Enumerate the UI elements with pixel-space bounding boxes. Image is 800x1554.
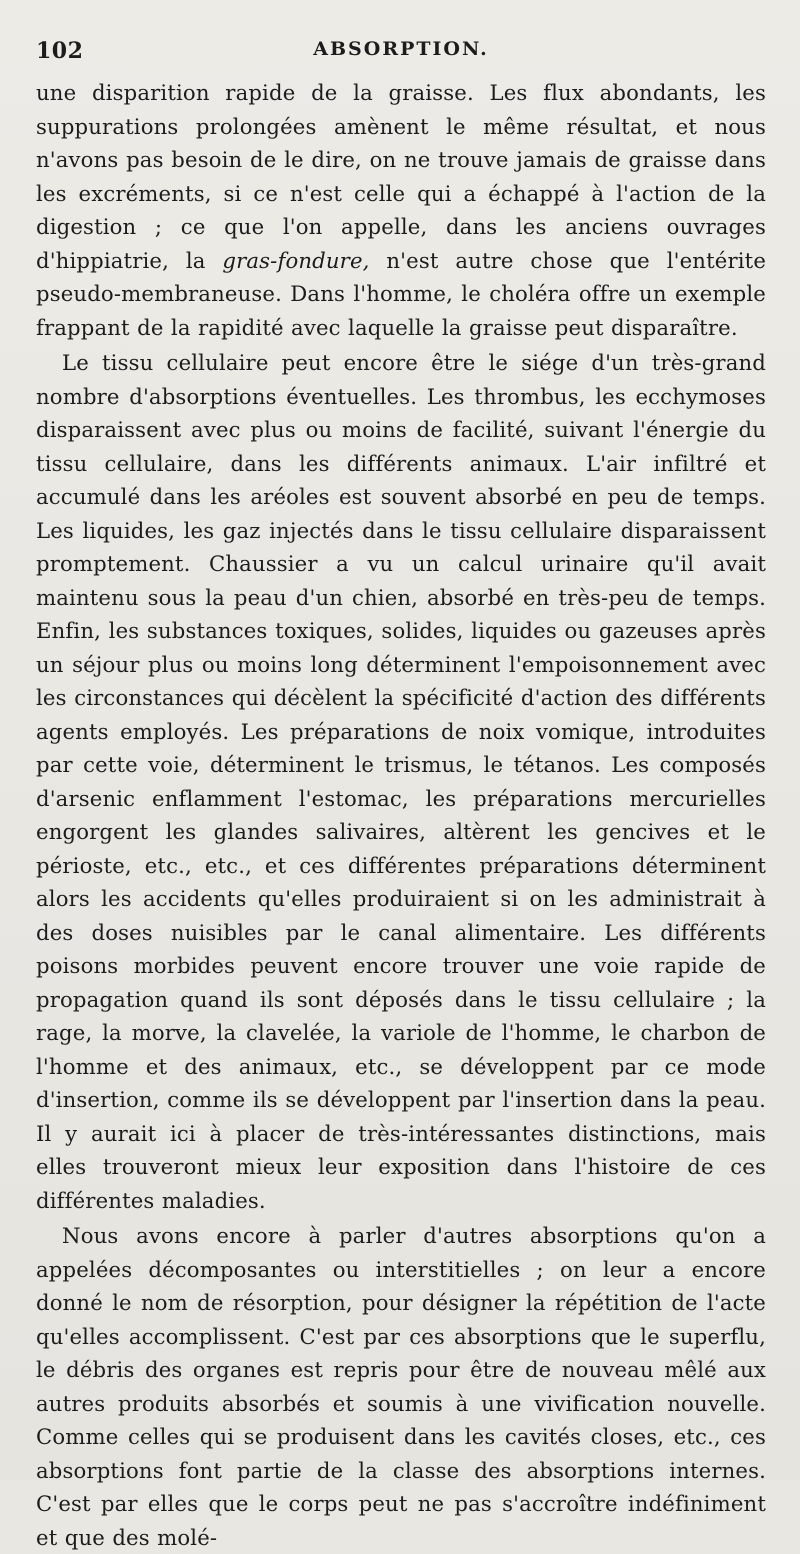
paragraph-1-part-3: n'est autre chose que l'entérite pseudo-membraneuse. Dans l'homme, le choléra offre un exemple frappant de la rapidité avec laquelle la graisse peut disparaître. — [36, 247, 767, 340]
running-head — [36, 30, 766, 76]
paragraph-3 — [36, 1219, 766, 1554]
paragraph-1 — [36, 76, 766, 344]
paragraph-1-italic-term: gras-fondure, — [222, 247, 370, 273]
paragraph-3-text: Nous avons encore à parler d'autres absorptions qu'on a appelées décomposantes ou interstitielles ; on leur a encore donné le nom de résorption, pour désigner la répétition de l'acte qu'elles accomplissent. C'est par ces absorptions que le superflu, le débris des organes est repris pour être de nouveau mêlé aux autres produits absorbés et soumis à une vivification nouvelle. Comme celles qui se produisent dans les cavités closes, etc., ces absorptions font partie de la classe des absorptions internes. C'est par elles que le corps peut ne pas s'accroître indéfiniment et que des molé- — [36, 1223, 766, 1550]
page-number: 102 — [36, 38, 84, 64]
body-text — [36, 76, 766, 1554]
paragraph-2-text: Le tissu cellulaire peut encore être le siége d'un très-grand nombre d'absorptions éventuelles. Les thrombus, les ecchymoses disparaissent avec plus ou moins de facilité, suivant l'énergie du tissu cellulaire, dans les différents animaux. L'air infiltré et accumulé dans les aréoles est souvent absorbé en peu de temps. Les liquides, les gaz injectés dans le tissu cellulaire disparaissent promptement. Chaussier a vu un calcul urinaire qu'il avait maintenu sous la peau d'un chien, absorbé en très-peu de temps. Enfin, les substances toxiques, solides, liquides ou gazeuses après un séjour plus ou moins long déterminent l'empoisonnement avec les circonstances qui décèlent la spécificité d'action des différents agents employés. Les préparations de noix vomique, introduites par cette voie, déterminent le trismus, le tétanos. Les composés d'arsenic enflamment l'estomac, les préparations mercurielles engorgent les glandes salivaires, altèrent les gencives et le périoste, etc., etc., et ces différentes préparations déterminent alors les accidents qu'elles produiraient si on les administrait à des doses nuisibles par le canal alimentaire. Les différents poisons morbides peuvent encore trouver une voie rapide de propagation quand ils sont déposés dans le tissu cellulaire ; la rage, la morve, la clavelée, la variole de l'homme, le charbon de l'homme et des animaux, etc., se développent par ce mode d'insertion, comme ils se développent par l'insertion dans la peau. Il y aurait ici à placer de très-intéressantes distinctions, mais elles trouveront mieux leur exposition dans l'histoire de ces différentes maladies. — [36, 350, 766, 1213]
paragraph-1-part-1: une disparition rapide de la graisse. Les flux abondants, les suppurations prolongées amènent le même résultat, et nous n'avons pas besoin de le dire, on ne trouve jamais de graisse dans les excréments, si ce n'est celle qui a échappé à l'action de la digestion ; ce que l'on appelle, dans les anciens ouvrages d'hippiatrie, la — [36, 80, 766, 273]
paragraph-2 — [36, 346, 766, 1217]
running-title: ABSORPTION. — [313, 38, 489, 60]
